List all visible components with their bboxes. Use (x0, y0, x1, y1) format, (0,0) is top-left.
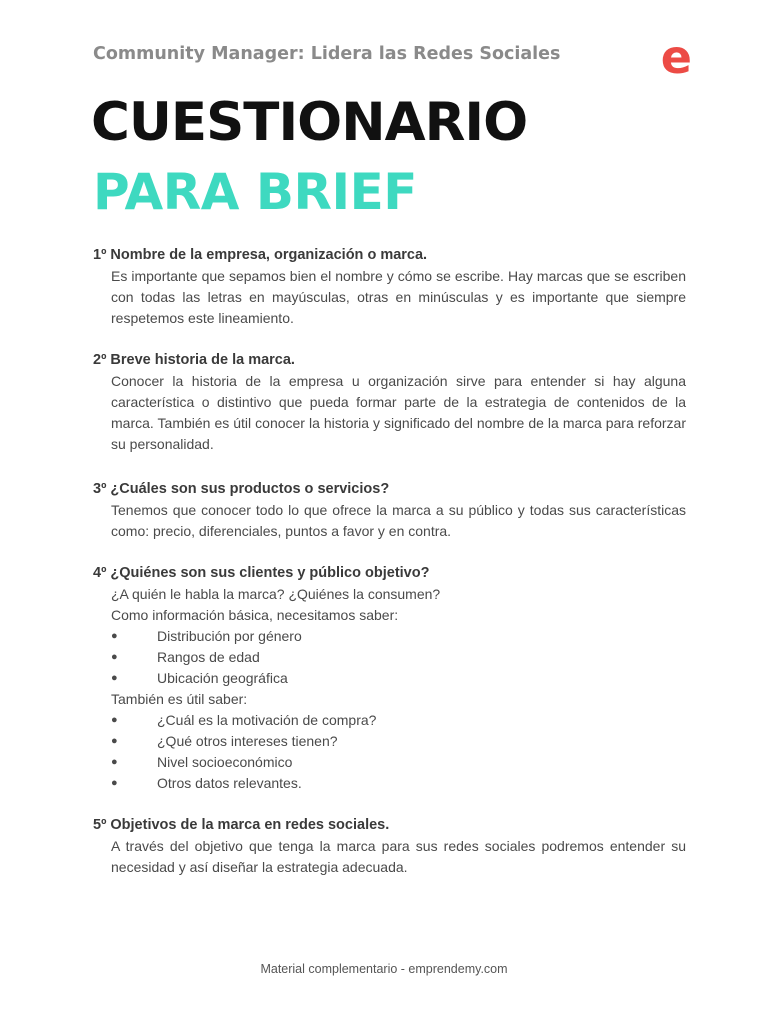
list-item-text: Distribución por género (157, 628, 302, 644)
list-item (93, 668, 686, 689)
section-body: Es importante que sepamos bien el nombre y cómo se escribe. Hay marcas que se escriben con todas las letras en mayúsculas, otras en minúsculas y es importante que siempre respetemos este lineamiento. (111, 268, 686, 326)
section-2 (93, 350, 686, 455)
list-item (93, 710, 686, 731)
bullet-icon: ● (111, 756, 118, 768)
section-heading: 3º ¿Cuáles son sus productos o servicios? (93, 481, 390, 497)
section-heading: 5º Objetivos de la marca en redes sociales. (93, 817, 390, 833)
list-item-text: ¿Qué otros intereses tienen? (157, 733, 338, 749)
list-item (93, 626, 686, 647)
section-3 (93, 479, 686, 542)
section-heading: 4º ¿Quiénes son sus clientes y público objetivo? (93, 565, 430, 581)
bullet-icon: ● (111, 777, 118, 789)
emprendemy-logo-icon: e (660, 30, 692, 84)
list-item-text: Ubicación geográfica (157, 670, 288, 686)
questionnaire-content (93, 245, 686, 899)
section-body: Conocer la historia de la empresa u organización sirve para entender si hay alguna característica o distintivo que pueda formar parte de la estrategia de contenidos de la marca. También es útil conocer la historia y significado del nombre de la marca para reforzar su personalidad. (111, 373, 686, 452)
bullet-icon: ● (111, 714, 118, 726)
section-text: Como información básica, necesitamos saber: (111, 607, 399, 623)
section-heading: 1º Nombre de la empresa, organización o marca. (93, 247, 428, 263)
list-item (93, 773, 686, 794)
section-1 (93, 245, 686, 329)
section-body: Tenemos que conocer todo lo que ofrece la marca a su público y todas sus características como: precio, diferenciales, puntos a favor y en contra. (111, 502, 686, 539)
bullet-icon: ● (111, 672, 118, 684)
course-title: Community Manager: Lidera las Redes Sociales (93, 44, 561, 64)
list-item-text: ¿Cuál es la motivación de compra? (157, 712, 377, 728)
document-title-line-2: PARA BRIEF (93, 163, 417, 221)
list-item-text: Otros datos relevantes. (157, 775, 302, 791)
section-text: ¿A quién le habla la marca? ¿Quiénes la consumen? (111, 586, 441, 602)
bullet-icon: ● (111, 630, 118, 642)
list-item (93, 752, 686, 773)
page-footer: Material complementario - emprendemy.com (260, 962, 508, 976)
list-item (93, 647, 686, 668)
list-item-text: Rangos de edad (157, 649, 260, 665)
list-item (93, 731, 686, 752)
list-item-text: Nivel socioeconómico (157, 754, 293, 770)
page-header (93, 30, 692, 84)
bullet-icon: ● (111, 735, 118, 747)
section-5 (93, 815, 686, 878)
document-title-line-1: CUESTIONARIO (91, 92, 528, 153)
bullet-icon: ● (111, 651, 118, 663)
section-4 (93, 563, 686, 794)
section-heading: 2º Breve historia de la marca. (93, 352, 295, 368)
section-text: También es útil saber: (111, 691, 248, 707)
section-body: A través del objetivo que tenga la marca para sus redes sociales podremos entender su necesidad y así diseñar la estrategia adecuada. (111, 838, 686, 875)
